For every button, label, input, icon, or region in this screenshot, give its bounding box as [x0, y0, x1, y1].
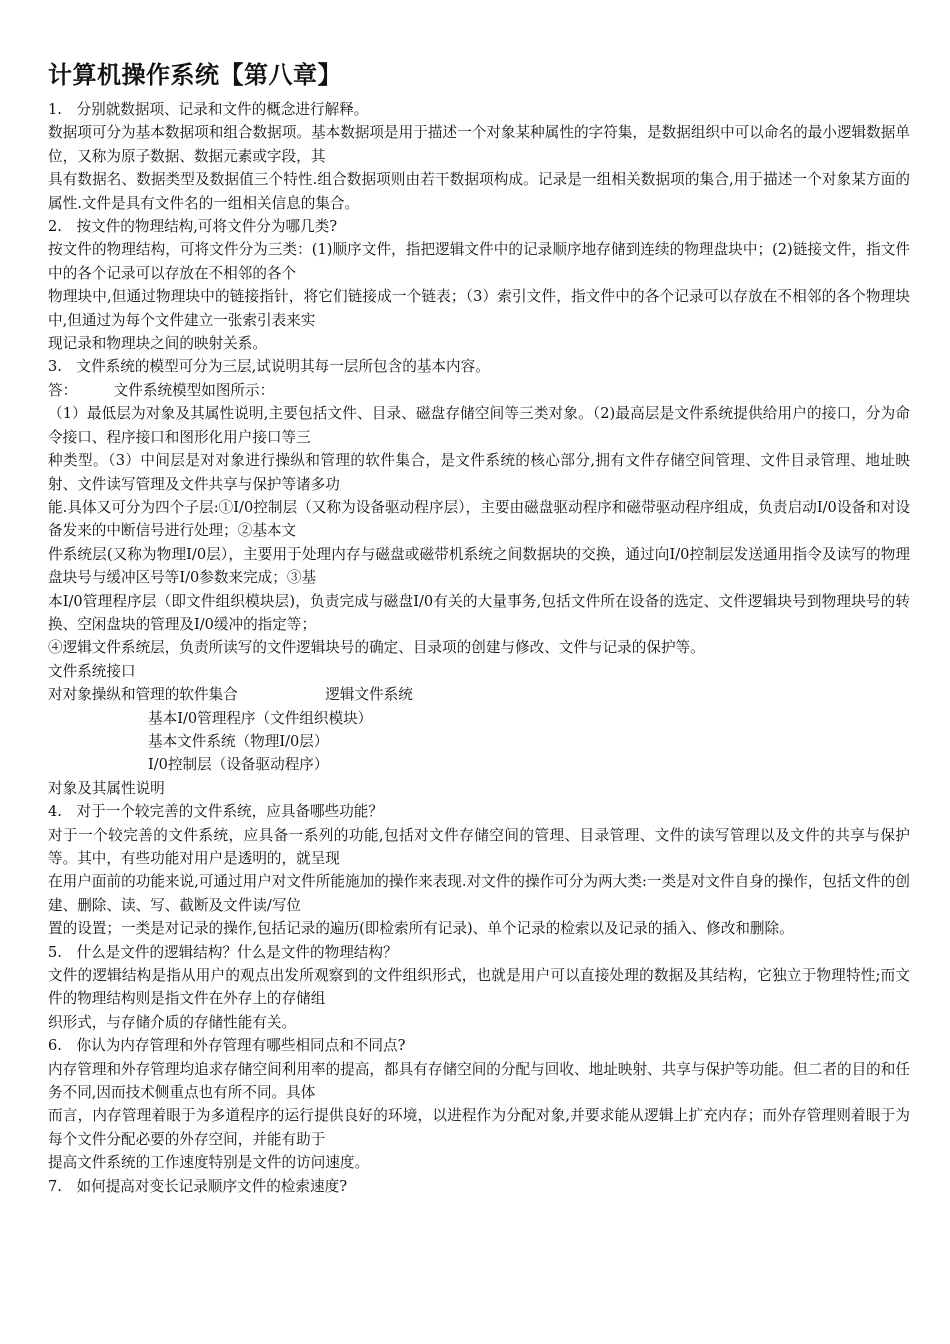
paragraph: 物理块中,但通过物理块中的链接指针，将它们链接成一个链表；（3）索引文件，指文件中的各个记录可以存放在不相邻的各个物理块中,但通过为每个文件建立一张索引表来实 — [48, 288, 910, 329]
paragraph: 而言，内存管理着眼于为多道程序的运行提供良好的环境，以进程作为分配对象,并要求能从逻辑上扩充内存；而外存管理则着眼于为每个文件分配必要的外存空间，并能有助于 — [48, 1107, 910, 1148]
paragraph: （1）最低层为对象及其属性说明,主要包括文件、目录、磁盘存储空间等三类对象。（2)最高层是文件系统提供给用户的接口，分为命令接口、程序接口和图形化用户接口等三 — [48, 405, 910, 446]
paragraph: 答： 文件系统模型如图所示： — [48, 381, 275, 399]
paragraph: 具有数据名、数据类型及数据值三个特性.组合数据项则由若干数据项构成。记录是一组相关数据项的集合,用于描述一个对象某方面的属性.文件是具有文件名的一组相关信息的集合。 — [48, 171, 910, 212]
paragraph: 能.具体又可分为四个子层:①I/0控制层（又称为设备驱动程序层），主要由磁盘驱动程序和磁带驱动程序组成，负责启动I/0设备和对设备发来的中断信号进行处理；②基本文 — [48, 498, 910, 540]
paragraph: 数据项可分为基本数据项和组合数据项。基本数据项是用于描述一个对象某种属性的字符集，是数据组织中可以命名的最小逻辑数据单位，又称为原子数据、数据元素或字段，其 — [48, 124, 910, 165]
question-line: 7. 如何提高对变长记录顺序文件的检索速度? — [48, 1177, 348, 1195]
paragraph: 织形式，与存储介质的存储性能有关。 — [48, 1013, 297, 1031]
document-body — [48, 98, 910, 1198]
paragraph: ④逻辑文件系统层，负责所读写的文件逻辑块号的确定、目录项的创建与修改、文件与记录的保护等。 — [48, 639, 705, 657]
paragraph: 基本I/0管理程序（文件组织模块） — [148, 709, 373, 727]
paragraph: 提高文件系统的工作速度特别是文件的访问速度。 — [48, 1154, 370, 1172]
paragraph: 文件的逻辑结构是指从用户的观点出发所观察到的文件组织形式，也就是用户可以直接处理的数据及其结构，它独立于物理特性;而文件的物理结构则是指文件在外存上的存储组 — [48, 967, 910, 1008]
paragraph: 件系统层(又称为物理I/0层），主要用于处理内存与磁盘或磁带机系统之间数据块的交换，通过向I/0控制层发送通用指令及读写的物理盘块号与缓冲区号等I/0参数来完成；③基 — [48, 545, 910, 587]
paragraph: 对对象操纵和管理的软件集合 逻辑文件系统 — [48, 686, 413, 704]
paragraph: I/0控制层（设备驱动程序） — [148, 756, 329, 774]
question-line: 5. 什么是文件的逻辑结构？什么是文件的物理结构？ — [48, 943, 398, 961]
paragraph: 对于一个较完善的文件系统，应具备一系列的功能,包括对文件存储空间的管理、目录管理、文件的读写管理以及文件的共享与保护等。其中，有些功能对用户是透明的，就呈现 — [48, 826, 910, 867]
page-title: 计算机操作系统【第八章】 — [48, 61, 342, 89]
paragraph: 现记录和物理块之间的映射关系。 — [48, 335, 267, 353]
paragraph: 在用户面前的功能来说,可通过用户对文件所能施加的操作来表现.对文件的操作可分为两大类:一类是对文件自身的操作，包括文件的创建、删除、读、写、截断及文件读/写位 — [48, 873, 910, 914]
paragraph: 按文件的物理结构，可将文件分为三类：(1)顺序文件，指把逻辑文件中的记录顺序地存储到连续的物理盘块中；(2)链接文件，指文件中的各个记录可以存放在不相邻的各个 — [48, 241, 910, 282]
paragraph: 内存管理和外存管理均追求存储空间利用率的提高，都具有存储空间的分配与回收、地址映射、共享与保护等功能。但二者的目的和任务不同,因而技术侧重点也有所不同。具体 — [48, 1060, 910, 1102]
paragraph: 基本文件系统（物理I/0层） — [148, 732, 329, 750]
question-line: 6. 你认为内存管理和外存管理有哪些相同点和不同点? — [48, 1037, 406, 1055]
question-line: 1. 分别就数据项、记录和文件的概念进行解释。 — [48, 101, 369, 118]
question-line: 4. 对于一个较完善的文件系统，应具备哪些功能？ — [48, 803, 383, 821]
paragraph: 种类型。（3）中间层是对对象进行操纵和管理的软件集合，是文件系统的核心部分,拥有文件存储空间管理、文件目录管理、地址映射、文件读写管理及文件共享与保护等诸多功 — [48, 452, 910, 493]
question-line: 2. 按文件的物理结构,可将文件分为哪几类? — [48, 218, 338, 236]
paragraph: 对象及其属性说明 — [48, 779, 165, 797]
question-line: 3. 文件系统的模型可分为三层,试说明其每一层所包含的基本内容。 — [48, 358, 490, 376]
paragraph: 本I/0管理程序层（即文件组织模块层)，负责完成与磁盘I/0有关的大量事务,包括文件所在设备的选定、文件逻辑块号到物理块号的转换、空闲盘块的管理及I/0缓冲的指定等； — [48, 592, 910, 633]
document-page — [48, 58, 910, 1198]
paragraph: 文件系统接口 — [48, 662, 136, 680]
paragraph: 置的设置；一类是对记录的操作,包括记录的遍历(即检索所有记录)、单个记录的检索以及记录的插入、修改和删除。 — [48, 920, 794, 938]
